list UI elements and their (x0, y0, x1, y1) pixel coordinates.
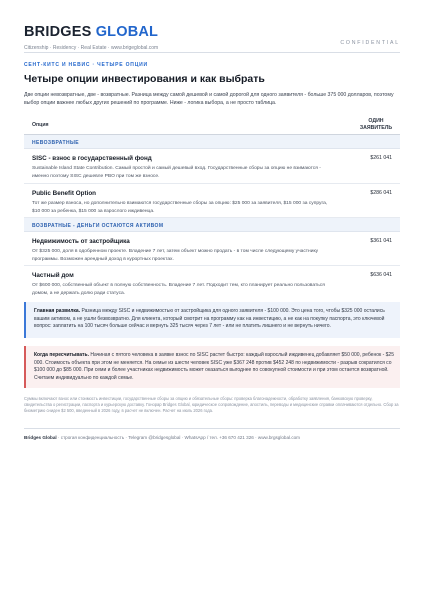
document-header (24, 24, 400, 51)
group-header-nonrefundable (24, 135, 400, 149)
callout-text (34, 352, 396, 382)
footer-brand: Bridges Global (24, 435, 57, 440)
option-value: $286 041 (370, 190, 392, 196)
option-description: Тот же размер взноса, но дополнительно взимаются государственные сборы за опцию: $25 000 за заявителя, $15 000 за супруга, $10 000 за ребенка, $15 000 за взрослого иждивенца. (32, 201, 328, 214)
option-value: $636 041 (370, 272, 392, 278)
column-header-value: ОДИН ЗАЯВИТЕЛЬ (359, 118, 393, 131)
section-kicker: СЕНТ-КИТС И НЕВИС · ЧЕТЫРЕ ОПЦИИ (24, 62, 148, 68)
option-name: SISC - взнос в государственный фонд (32, 155, 152, 162)
group-label: ВОЗВРАТНЫЕ - ДЕНЬГИ ОСТАЮТСЯ АКТИВОМ (32, 222, 164, 229)
table-row (24, 266, 400, 299)
option-name: Недвижимость от застройщика (32, 238, 130, 245)
callout-body: Начиная с пятого человека в заявке взнос по SISC растет быстро: каждый взрослый иждивенец добавляет $50 000, ребенок - $25 000. Стоимость объекта при этом не меняется. На семье из шести человек SISC уже $367 248 против $452 248 по недвижимости - разрыв сократился со $100 000 до $85 000. При семи и более участниках недвижимость может оказаться выгоднее по совокупной стоимости и при этом остается возвратной. Считаем индивидуально по каждой семье. (34, 352, 394, 381)
confidential-label: CONFIDENTIAL (340, 40, 400, 46)
callout-lead: Когда пересчитывать. (34, 352, 89, 358)
brand-logo (24, 24, 400, 40)
page-title: Четыре опции инвестирования и как выбрать (24, 73, 265, 85)
fine-print: Суммы включают взнос или стоимость инвестиции, государственные сборы за опцию и обязательные сборы: проверка благонадежности, обработку заявления, банковскую проверку, свидетельства о регистрации, паспорта и курьерскую доставку. Гонорар Bridges Global, юридическое сопровождение, апостиль, переводы и медицинские справки оплачиваются отдельно. Сбор за биометрию сниден $2 500, введенный в 2026 году, в расчет не включен. Расчет на июль 2026 года. (24, 396, 399, 414)
group-label: НЕВОЗВРАТНЫЕ (32, 139, 80, 146)
callout-body: Разница между SISC и недвижимостью от застройщика для одного заявителя - $100 000. Это цена того, чтобы $325 000 остались вашим активом, а не ушли безвозвратно. Для клиента, который смотрит на программу как на инвестицию, а не как на покупку паспорта, это ключевой вопрос: заплатить на 100 тысяч больше сейчас и вернуть 325 тысяч через 7 лет - или не платить лишнего и не вернуть ничего. (34, 308, 385, 329)
option-value: $361 041 (370, 238, 392, 244)
option-value: $261 041 (370, 155, 392, 161)
brand-main: BRIDGES (24, 24, 92, 40)
option-name: Public Benefit Option (32, 190, 97, 197)
document-footer (24, 435, 300, 440)
option-name: Частный дом (32, 272, 74, 279)
intro-paragraph: Две опции невозвратные, две - возвратные. Разница между самой дешевой и самой дорогой для одного заявителя - больше 375 000 долларов, поэтому выбор опции важнее любых других решений по программе. Ниже - логика выбора, а не просто таблица. (24, 92, 394, 106)
footer-contacts: · строгая конфиденциальность · Telegram @bridgesglobal · WhatsApp / тел. +36 670 421 326 · www.brgsglobal.com (56, 435, 301, 440)
table-row (24, 149, 400, 184)
option-description: От $600 000, собственный объект в полную собственность. Владение 7 лет. Подходит тем, кто планирует реально пользоваться домом, а не держать долю ради статуса. (32, 283, 325, 296)
column-header-option: Опция (32, 122, 49, 128)
table-header (24, 114, 400, 135)
brand-subline: Citizenship · Residency · Real Estate · www.brigeglobal.com (24, 45, 159, 51)
footer-divider (24, 428, 400, 429)
recalculate-callout (24, 346, 400, 388)
callout-lead: Главная развилка. (34, 308, 81, 314)
callout-text (34, 308, 396, 331)
table-row (24, 184, 400, 218)
key-decision-callout (24, 302, 400, 338)
table-row (24, 232, 400, 266)
brand-accent: GLOBAL (95, 24, 159, 40)
options-table (24, 114, 400, 299)
option-description: От $325 000, доля в одобренном проекте. Владение 7 лет, затем объект можно продать - в том числе следующему участнику программы. Возможен арендный доход в курортных проектах. (32, 249, 319, 262)
group-header-refundable (24, 218, 400, 232)
header-divider (24, 52, 400, 53)
option-description: Sustainable Island State Contribution. Самый простой и самый дешевый вход. Государственные сборы за опцию не взимаются - именно поэтому SISC дешевле PBO при том же взносе. (32, 166, 321, 179)
